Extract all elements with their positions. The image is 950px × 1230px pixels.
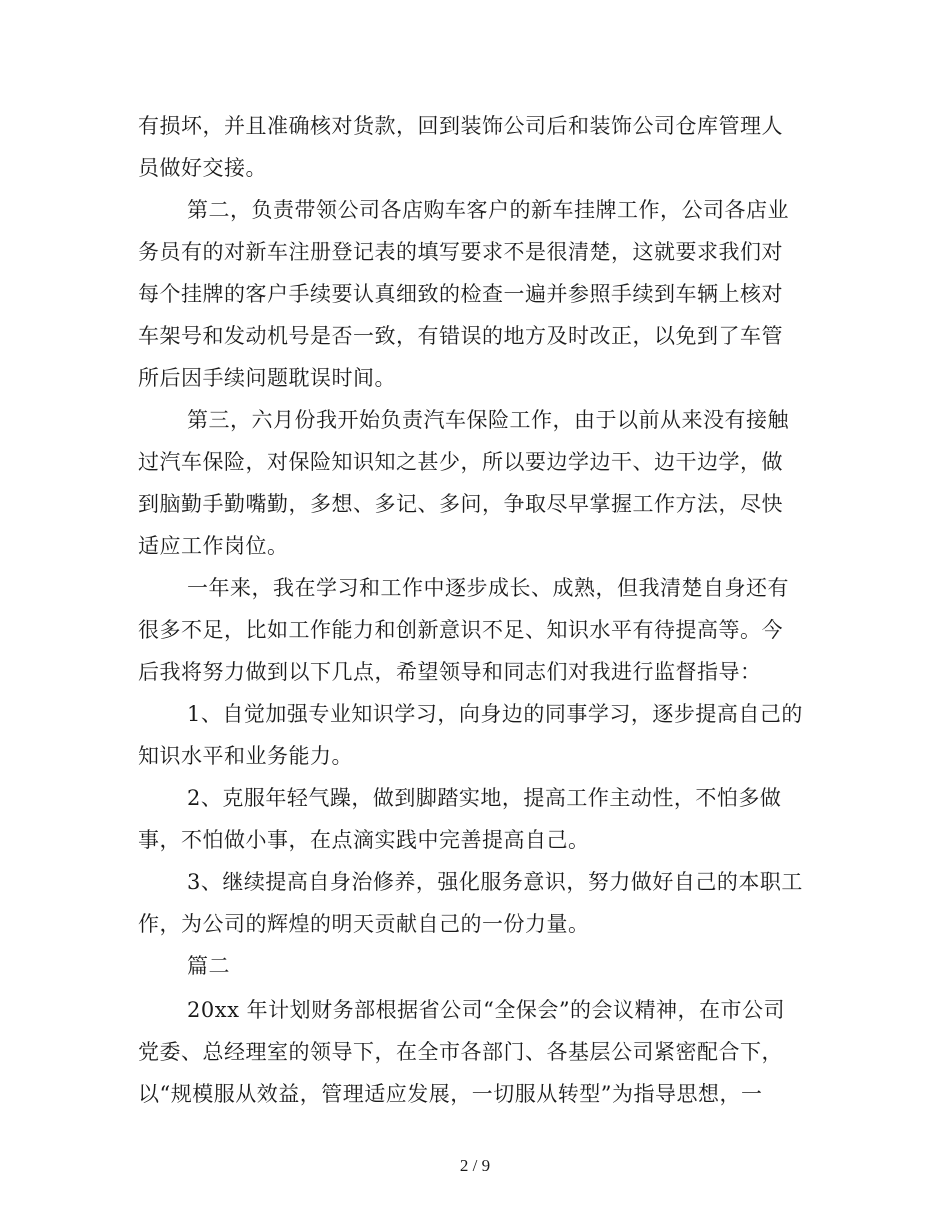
text-line: 事，不怕做小事，在点滴实践中完善提高自己。 <box>138 828 590 852</box>
section-heading: 篇二 <box>187 954 230 978</box>
text-line: 党委、总经理室的领导下，在全市各部门、各基层公司紧密配合下， <box>138 1040 783 1064</box>
text-line: 一年来，我在学习和工作中逐步成长、成熟，但我清楚自身还有 <box>187 576 789 600</box>
text-line: 第二，负责带领公司各店购车客户的新车挂牌工作，公司各店业 <box>187 198 789 222</box>
text-line: 每个挂牌的客户手续要认真细致的检查一遍并参照手续到车辆上核对 <box>138 282 783 306</box>
text-line: 第三，六月份我开始负责汽车保险工作，由于以前从来没有接触 <box>187 408 789 432</box>
text-line: 作，为公司的辉煌的明天贡献自己的一份力量。 <box>138 912 590 936</box>
text-line: 务员有的对新车注册登记表的填写要求不是很清楚，这就要求我们对 <box>138 240 783 264</box>
text-line: 知识水平和业务能力。 <box>138 744 353 768</box>
text-line: 到脑勤手勤嘴勤，多想、多记、多问，争取尽早掌握工作方法，尽快 <box>138 492 783 516</box>
page-number: 2 / 9 <box>459 1156 491 1175</box>
text-line: 20xx 年计划财务部根据省公司“全保会”的会议精神，在市公司 <box>187 998 786 1022</box>
text-line: 后我将努力做到以下几点，希望领导和同志们对我进行监督指导： <box>138 660 762 684</box>
text-line: 3、继续提高自身治修养，强化服务意识，努力做好自己的本职工 <box>187 870 803 894</box>
text-line: 2、克服年轻气躁，做到脚踏实地，提高工作主动性，不怕多做 <box>187 786 782 810</box>
text-line: 车架号和发动机号是否一致，有错误的地方及时改正，以免到了车管 <box>138 324 783 348</box>
text-line: 所后因手续问题耽误时间。 <box>138 366 396 390</box>
text-line: 1、自觉加强专业知识学习，向身边的同事学习，逐步提高自己的 <box>187 702 803 726</box>
text-line: 适应工作岗位。 <box>138 534 289 558</box>
text-line: 员做好交接。 <box>138 156 267 180</box>
text-line: 有损坏，并且准确核对货款，回到装饰公司后和装饰公司仓库管理人 <box>138 114 783 138</box>
text-line: 以“规模服从效益，管理适应发展，一切服从转型”为指导思想，一 <box>138 1082 763 1106</box>
text-line: 很多不足，比如工作能力和创新意识不足、知识水平有待提高等。今 <box>138 618 783 642</box>
text-line: 过汽车保险，对保险知识知之甚少，所以要边学边干、边干边学，做 <box>138 450 783 474</box>
